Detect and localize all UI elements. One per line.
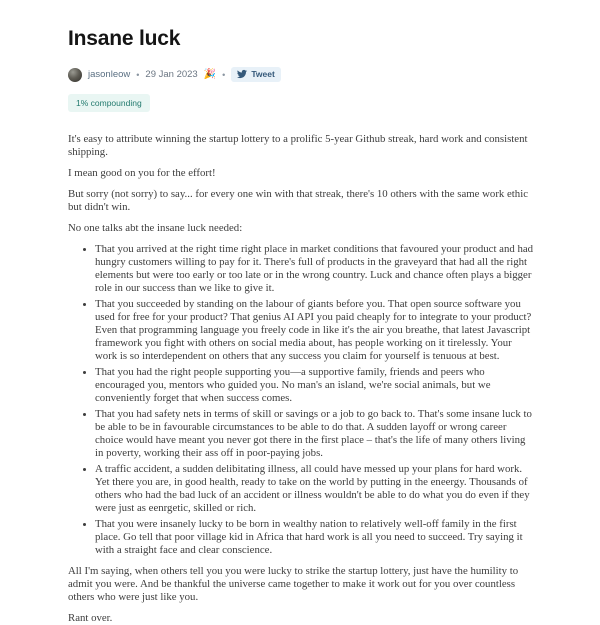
list-item: • That you had safety nets in terms of skill or savings or a job to go back to. That's some insane luck to be able to be in favourable circumstances to be able to do that. A sudden layoff or wrong career choice would have meant you never got there in the first place – that's the life of many others living in poverty, working their ass off in poor-paying jobs. <box>95 408 536 460</box>
tag-1-percent-compounding[interactable]: 1% compounding <box>68 94 150 112</box>
paragraph: But sorry (not sorry) to say... for every one win with that streak, there's 10 others with the same work ethic but didn't win. <box>68 188 529 213</box>
tweet-button[interactable] <box>231 67 280 82</box>
party-popper-emoji: 🎉 <box>203 69 217 80</box>
list-item: • That you arrived at the right time right place in market conditions that favoured your product and had hungry customers willing to pay for it. There's full of products in the graveyard that had all the right elements but were too early or too late or in the wrong country. Luck and chance often plays a bigger role in our success than we like to give it. <box>95 243 536 295</box>
meta-separator: • <box>222 69 226 80</box>
tag-row <box>68 93 536 112</box>
tweet-button-label: Tweet <box>251 68 275 79</box>
list-item: • That you succeeded by standing on the labour of giants before you. That open source software you used for free for your product? That genius AI API you paid cheaply for to integrate to your product? Even that programming language you freely code in like it's the air you breathe, that latest Javascript framework you fight with others on social media about, has people working on it tirelessly. Your work is so interdependent on others that any success you claim for yourself is tenuous at best. <box>95 298 536 363</box>
list-item: • That you had the right people supporting you—a supportive family, friends and peers who encouraged you, mentors who guided you. No man's an island, we're social animals, but we conveniently forget that when success comes. <box>95 366 536 405</box>
paragraph: It's easy to attribute winning the startup lottery to a prolific 5-year Github streak, hard work and consistent shipping. <box>68 133 528 158</box>
twitter-bird-icon <box>237 69 247 79</box>
post-date: 29 Jan 2023 <box>145 69 198 80</box>
paragraph: Rant over. <box>68 612 113 624</box>
article-body <box>68 133 536 625</box>
list-item: • That you were insanely lucky to be born in wealthy nation to relatively well-off family in the first place. Go tell that poor village kid in Africa that hard work is all you need to succeed. Try saying it with a straight face and clear conscience. <box>95 518 536 557</box>
meta-separator: • <box>136 69 140 80</box>
author-link[interactable]: jasonleow <box>88 69 131 80</box>
page-title: Insane luck <box>68 27 181 50</box>
paragraph: I mean good on you for the effort! <box>68 167 216 179</box>
paragraph: No one talks abt the insane luck needed: <box>68 222 243 234</box>
post-meta <box>68 67 536 82</box>
article-column <box>68 0 536 625</box>
avatar[interactable] <box>68 68 82 82</box>
luck-bullet-list <box>68 243 536 557</box>
paragraph: All I'm saying, when others tell you you were lucky to strike the startup lottery, just have the humility to admit you were. And be thankful the universe came together to make it work out for you over countless others who were just like you. <box>68 565 519 603</box>
list-item: • A traffic accident, a sudden delibitating illness, all could have messed up your plans for hard work. Yet there you are, in good health, ready to take on the world by putting in the eneergy. Thousands of others who had the bad luck of an accident or illness wouldn't be able to do what you do even if they were just as eenrgetic, skilled or rich. <box>95 463 536 515</box>
